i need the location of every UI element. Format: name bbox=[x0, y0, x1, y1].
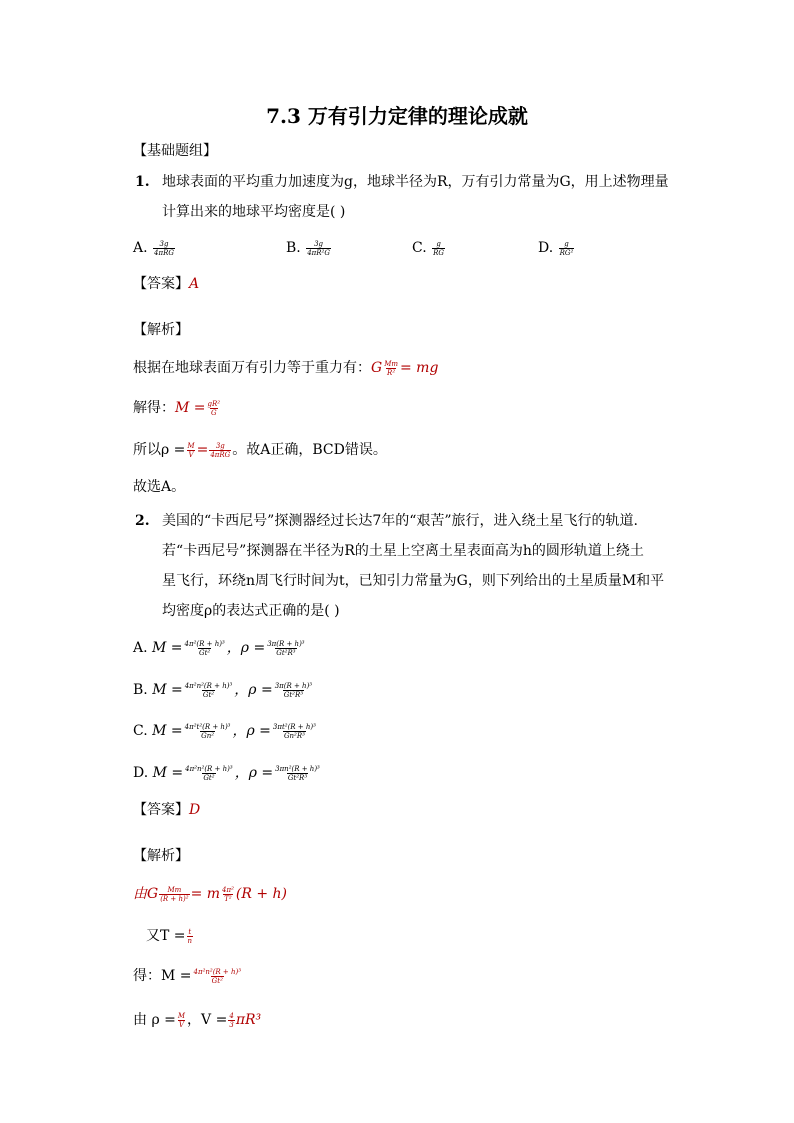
fraction-numerator: g bbox=[564, 239, 569, 248]
analysis-text: ，V = bbox=[187, 1012, 228, 1028]
math-mid: = m bbox=[190, 886, 221, 902]
fraction-denominator: V bbox=[178, 1020, 184, 1029]
option-b bbox=[286, 238, 332, 258]
fraction-denominator: 4πRG bbox=[154, 248, 174, 257]
fraction bbox=[177, 1012, 186, 1029]
fraction bbox=[184, 682, 234, 699]
question-text-line: 美国的“卡西尼号”探测器经过长达7年的“艰苦”旅行，进入绕土星飞行的轨道. bbox=[162, 513, 638, 529]
option-label: B. bbox=[286, 240, 301, 256]
fraction-denominator: V bbox=[188, 450, 194, 459]
fraction-numerator: M bbox=[187, 441, 195, 450]
answer-value: D bbox=[189, 802, 201, 818]
fraction-denominator: T² bbox=[224, 894, 232, 903]
analysis-text: 解得： bbox=[133, 400, 175, 416]
analysis-line bbox=[146, 926, 194, 946]
option-label: B. bbox=[133, 682, 148, 698]
option-c bbox=[412, 238, 446, 258]
math-expression: M = $\frac{\text{4π²n²(R + h)³}}{\text{Gt²}}$ ，ρ = $\frac{\text{3πn²(R + h)³}}{\text{Gt²R³}}$ bbox=[152, 764, 320, 782]
fraction-numerator: 4π²n²(R + h)³ bbox=[185, 764, 233, 773]
fraction bbox=[383, 360, 399, 377]
fraction-denominator: n bbox=[187, 936, 193, 945]
fraction-denominator: 4πR²G bbox=[307, 248, 330, 257]
option-fraction bbox=[559, 240, 575, 257]
fraction-denominator: RG² bbox=[559, 248, 574, 257]
answer-line bbox=[133, 274, 199, 294]
fraction-numerator: gR² bbox=[207, 399, 221, 408]
fraction-numerator: 3π(R + h)³ bbox=[267, 639, 305, 648]
fraction-denominator: Gt² bbox=[199, 648, 211, 657]
option-c bbox=[133, 721, 318, 741]
option-a bbox=[133, 638, 307, 658]
fraction-numerator: 4 bbox=[229, 1011, 234, 1020]
math-expression: M = $\frac{\text{4π²n²(R + h)³}}{\text{Gt²}}$ ，ρ = $\frac{\text{3π(R + h)³}}{\text{Gt²R³}}$ bbox=[152, 681, 313, 699]
fraction-numerator: 3g bbox=[314, 239, 324, 248]
option-label: A. bbox=[133, 240, 148, 256]
analysis-line bbox=[133, 884, 287, 904]
option-label: D. bbox=[538, 240, 554, 256]
math-prefix: 由G bbox=[133, 886, 159, 902]
option-a bbox=[133, 238, 176, 258]
fraction-denominator: (R + h)² bbox=[160, 894, 189, 903]
fraction-numerator: Mm bbox=[167, 885, 182, 894]
option-label: A. bbox=[133, 640, 148, 656]
analysis-text: 得：M = bbox=[133, 968, 192, 984]
fraction-denominator: Gt² bbox=[211, 976, 223, 985]
question-text-line: 计算出来的地球平均密度是( ) bbox=[162, 204, 346, 220]
analysis-line bbox=[133, 1010, 261, 1030]
fraction-numerator: 3πn²(R + h)³ bbox=[275, 764, 320, 773]
fraction-denominator: G bbox=[211, 408, 217, 417]
fraction-numerator: 4π²t²(R + h)³ bbox=[184, 722, 231, 731]
fraction-numerator: 3g bbox=[215, 441, 225, 450]
fraction-denominator: Gt²R³ bbox=[276, 648, 296, 657]
fraction bbox=[184, 640, 226, 657]
section-heading: 【基础题组】 bbox=[133, 143, 217, 159]
fraction bbox=[266, 640, 305, 657]
math-expression: G $\frac{Mm}{\text{R²}}$ = mg bbox=[371, 359, 439, 377]
option-fraction bbox=[306, 240, 331, 257]
option-label: C. bbox=[133, 723, 148, 739]
answer-value: A bbox=[189, 276, 200, 292]
answer-label: 【答案】 bbox=[133, 802, 189, 818]
analysis-line bbox=[133, 440, 387, 460]
question-text-line: 地球表面的平均重力加速度为g，地球半径为R，万有引力常量为G，用上述物理量 bbox=[162, 174, 669, 190]
option-b bbox=[133, 680, 314, 700]
fraction bbox=[207, 400, 222, 417]
fraction-numerator: 4π²n²(R + h)³ bbox=[184, 681, 233, 690]
analysis-line bbox=[133, 966, 243, 986]
fraction bbox=[274, 765, 321, 782]
fraction-numerator: t bbox=[188, 927, 192, 936]
answer-label: 【答案】 bbox=[133, 276, 189, 292]
option-fraction bbox=[153, 240, 175, 257]
fraction-denominator: Gn² bbox=[201, 731, 215, 740]
fraction bbox=[209, 442, 231, 459]
fraction bbox=[228, 1012, 234, 1029]
fraction bbox=[221, 886, 235, 903]
analysis-text: 由 ρ = bbox=[133, 1012, 176, 1028]
page-title: 7.3 万有引力定律的理论成就 bbox=[266, 104, 528, 128]
question-text-line: 星飞行，环绕n周飞行时间为t，已知引力常量为G，则下列给出的土星质量M和平 bbox=[162, 573, 665, 589]
fraction bbox=[272, 723, 317, 740]
fraction-numerator: g bbox=[436, 239, 441, 248]
option-fraction bbox=[432, 240, 445, 257]
analysis-text: 所以ρ = bbox=[133, 442, 186, 458]
fraction-numerator: 4π²n²(R + h)³ bbox=[193, 967, 242, 976]
question-number: 2. bbox=[135, 513, 150, 529]
fraction bbox=[159, 886, 189, 903]
analysis-text: 根据在地球表面万有引力等于重力有： bbox=[133, 360, 371, 376]
option-d bbox=[538, 238, 575, 258]
question-number: 1. bbox=[135, 174, 150, 190]
math-expression: M = $\frac{\text{gR²}}{G}$ bbox=[175, 399, 221, 417]
math-expression: M = $\frac{\text{4π²t²(R + h)³}}{\text{Gn²}}$ ，ρ = $\frac{\text{3πt²(R + h)³}}{\text{Gn²R³}}$ bbox=[152, 722, 316, 740]
fraction-denominator: Gt² bbox=[203, 773, 215, 782]
math-expression: $\frac{M}{V}$ = $\frac{3g}{\text{4πRG}}$ bbox=[187, 441, 231, 459]
fraction-numerator: M bbox=[177, 1011, 186, 1020]
answer-line bbox=[133, 800, 200, 820]
analysis-text: 又T = bbox=[146, 928, 186, 944]
option-label: C. bbox=[412, 240, 427, 256]
analysis-line bbox=[133, 358, 438, 378]
fraction bbox=[186, 442, 195, 459]
fraction-denominator: Gt²R³ bbox=[287, 773, 308, 782]
fraction-denominator: R² bbox=[387, 368, 396, 377]
fraction-numerator: 4π² bbox=[222, 885, 234, 894]
fraction-denominator: Gn²R³ bbox=[283, 731, 305, 740]
fraction-numerator: Mm bbox=[384, 359, 398, 368]
fraction-denominator: RG bbox=[433, 248, 444, 257]
math-tail: (R + h) bbox=[235, 886, 288, 902]
fraction-numerator: 3g bbox=[159, 239, 169, 248]
fraction-numerator: 4π²(R + h)³ bbox=[184, 639, 225, 648]
fraction-numerator: 3π(R + h)³ bbox=[274, 681, 313, 690]
analysis-line bbox=[133, 398, 222, 418]
fraction bbox=[193, 968, 243, 985]
fraction bbox=[274, 682, 313, 699]
option-d bbox=[133, 763, 322, 783]
fraction-numerator: 3πt²(R + h)³ bbox=[272, 722, 316, 731]
fraction bbox=[184, 723, 232, 740]
fraction bbox=[187, 928, 194, 945]
math-expression: M = $\frac{\text{4π²(R + h)³}}{\text{Gt²}}$ ，ρ = $\frac{\text{3π(R + h)³}}{\text{Gt²R³}}$ bbox=[152, 639, 305, 657]
option-label: D. bbox=[133, 765, 149, 781]
math-tail: = mg bbox=[400, 360, 439, 376]
analysis-line: 故选A。 bbox=[133, 479, 186, 495]
analysis-text: 。故A正确，BCD错误。 bbox=[232, 442, 387, 458]
analysis-label: 【解析】 bbox=[133, 848, 189, 864]
question-text-line: 均密度ρ的表达式正确的是( ) bbox=[162, 603, 340, 619]
math-tail: πR³ bbox=[235, 1012, 262, 1028]
fraction-denominator: 4πRG bbox=[210, 450, 231, 459]
analysis-label: 【解析】 bbox=[133, 322, 189, 338]
fraction bbox=[184, 765, 234, 782]
fraction-denominator: Gt²R³ bbox=[283, 690, 304, 699]
fraction-denominator: Gt² bbox=[202, 690, 215, 699]
fraction-denominator: 3 bbox=[229, 1020, 234, 1029]
question-text-line: 若“卡西尼号”探测器在半径为R的土星上空离土星表面高为h的圆形轨道上绕土 bbox=[162, 543, 644, 559]
